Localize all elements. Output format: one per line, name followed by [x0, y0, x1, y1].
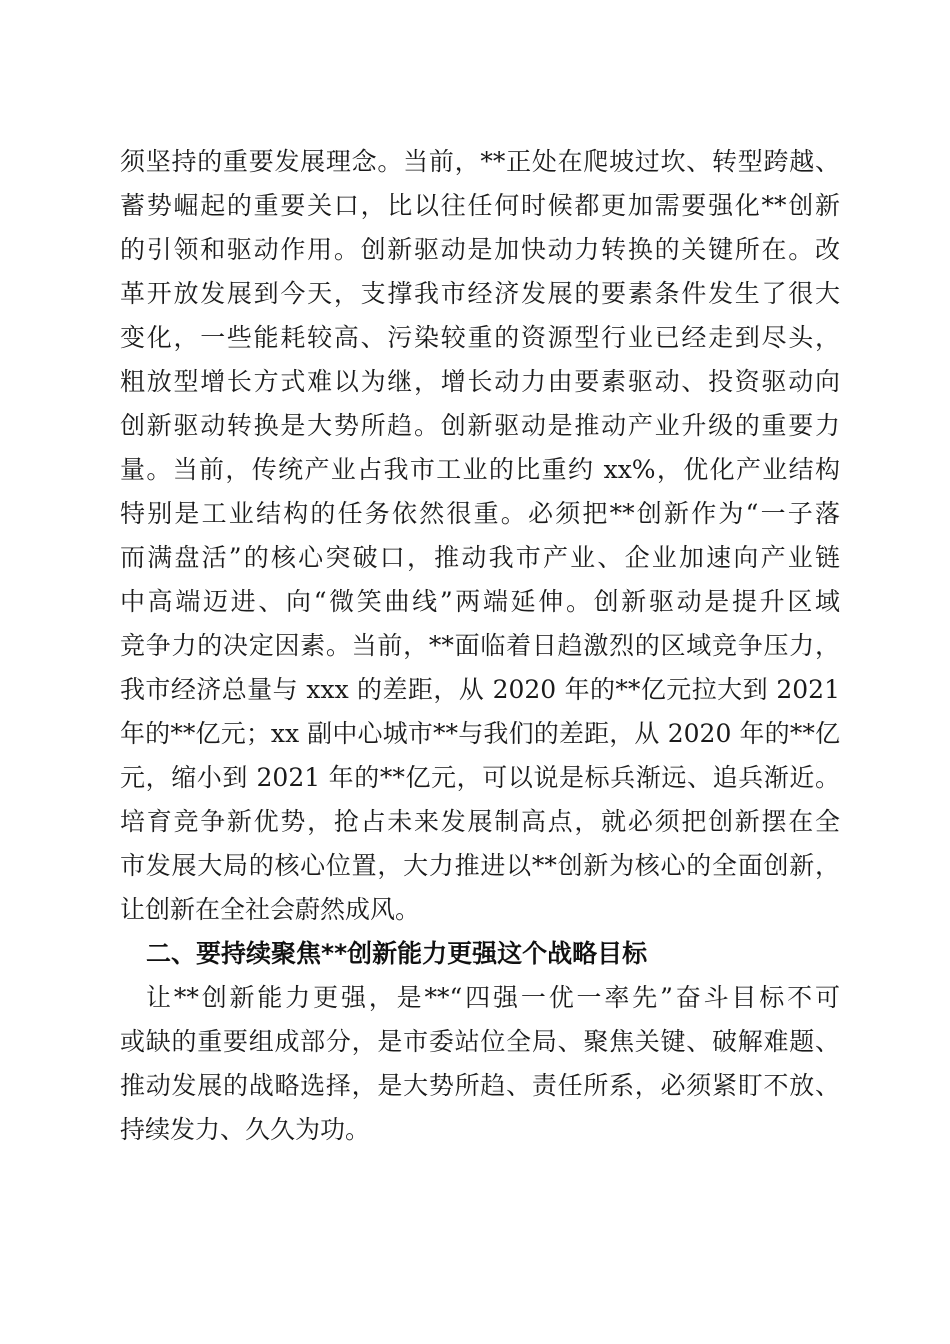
paragraph-line: 粗放型增长方式难以为继，增长动力由要素驱动、投资驱动向 — [120, 367, 840, 396]
document-body — [120, 140, 840, 1152]
paragraph-line: 让**创新能力更强，是**“四强一优一率先”奋斗目标不可 — [146, 983, 840, 1012]
paragraph-line: 蓄势崛起的重要关口，比以往任何时候都更加需要强化**创新 — [120, 191, 840, 220]
paragraph-line: 市发展大局的核心位置，大力推进以**创新为核心的全面创新， — [120, 851, 840, 880]
paragraph-line: 量。当前，传统产业占我市工业的比重约 xx%，优化产业结构 — [120, 455, 840, 484]
paragraph-line: 元，缩小到 2021 年的**亿元，可以说是标兵渐远、追兵渐近。 — [120, 763, 840, 792]
paragraph-line: 推动发展的战略选择，是大势所趋、责任所系，必须紧盯不放、 — [120, 1071, 840, 1100]
paragraph-line: 培育竞争新优势，抢占未来发展制高点，就必须把创新摆在全 — [120, 807, 840, 836]
paragraph-line: 变化，一些能耗较高、污染较重的资源型行业已经走到尽头， — [120, 323, 840, 352]
paragraph-line: 特别是工业结构的任务依然很重。必须把**创新作为“一子落 — [120, 499, 840, 528]
paragraph-line: 让创新在全社会蔚然成风。 — [120, 895, 421, 924]
paragraph-line: 竞争力的决定因素。当前，**面临着日趋激烈的区域竞争压力， — [120, 631, 840, 660]
paragraph-line: 或缺的重要组成部分，是市委站位全局、聚焦关键、破解难题、 — [120, 1027, 840, 1056]
paragraph-line: 创新驱动转换是大势所趋。创新驱动是推动产业升级的重要力 — [120, 411, 840, 440]
paragraph-line: 的引领和驱动作用。创新驱动是加快动力转换的关键所在。改 — [120, 235, 840, 264]
paragraph-line: 年的**亿元；xx 副中心城市**与我们的差距，从 2020 年的**亿 — [120, 719, 840, 748]
paragraph-line: 我市经济总量与 xxx 的差距，从 2020 年的**亿元拉大到 2021 — [120, 675, 840, 704]
paragraph-line: 中高端迈进、向“微笑曲线”两端延伸。创新驱动是提升区域 — [120, 587, 840, 616]
paragraph-line: 须坚持的重要发展理念。当前，**正处在爬坡过坎、转型跨越、 — [120, 147, 840, 176]
paragraph-line: 持续发力、久久为功。 — [120, 1115, 371, 1144]
paragraph-line: 革开放发展到今天，支撑我市经济发展的要素条件发生了很大 — [120, 279, 840, 308]
section-heading: 二、要持续聚焦**创新能力更强这个战略目标 — [146, 939, 648, 968]
paragraph-line: 而满盘活”的核心突破口，推动我市产业、企业加速向产业链 — [120, 543, 840, 572]
